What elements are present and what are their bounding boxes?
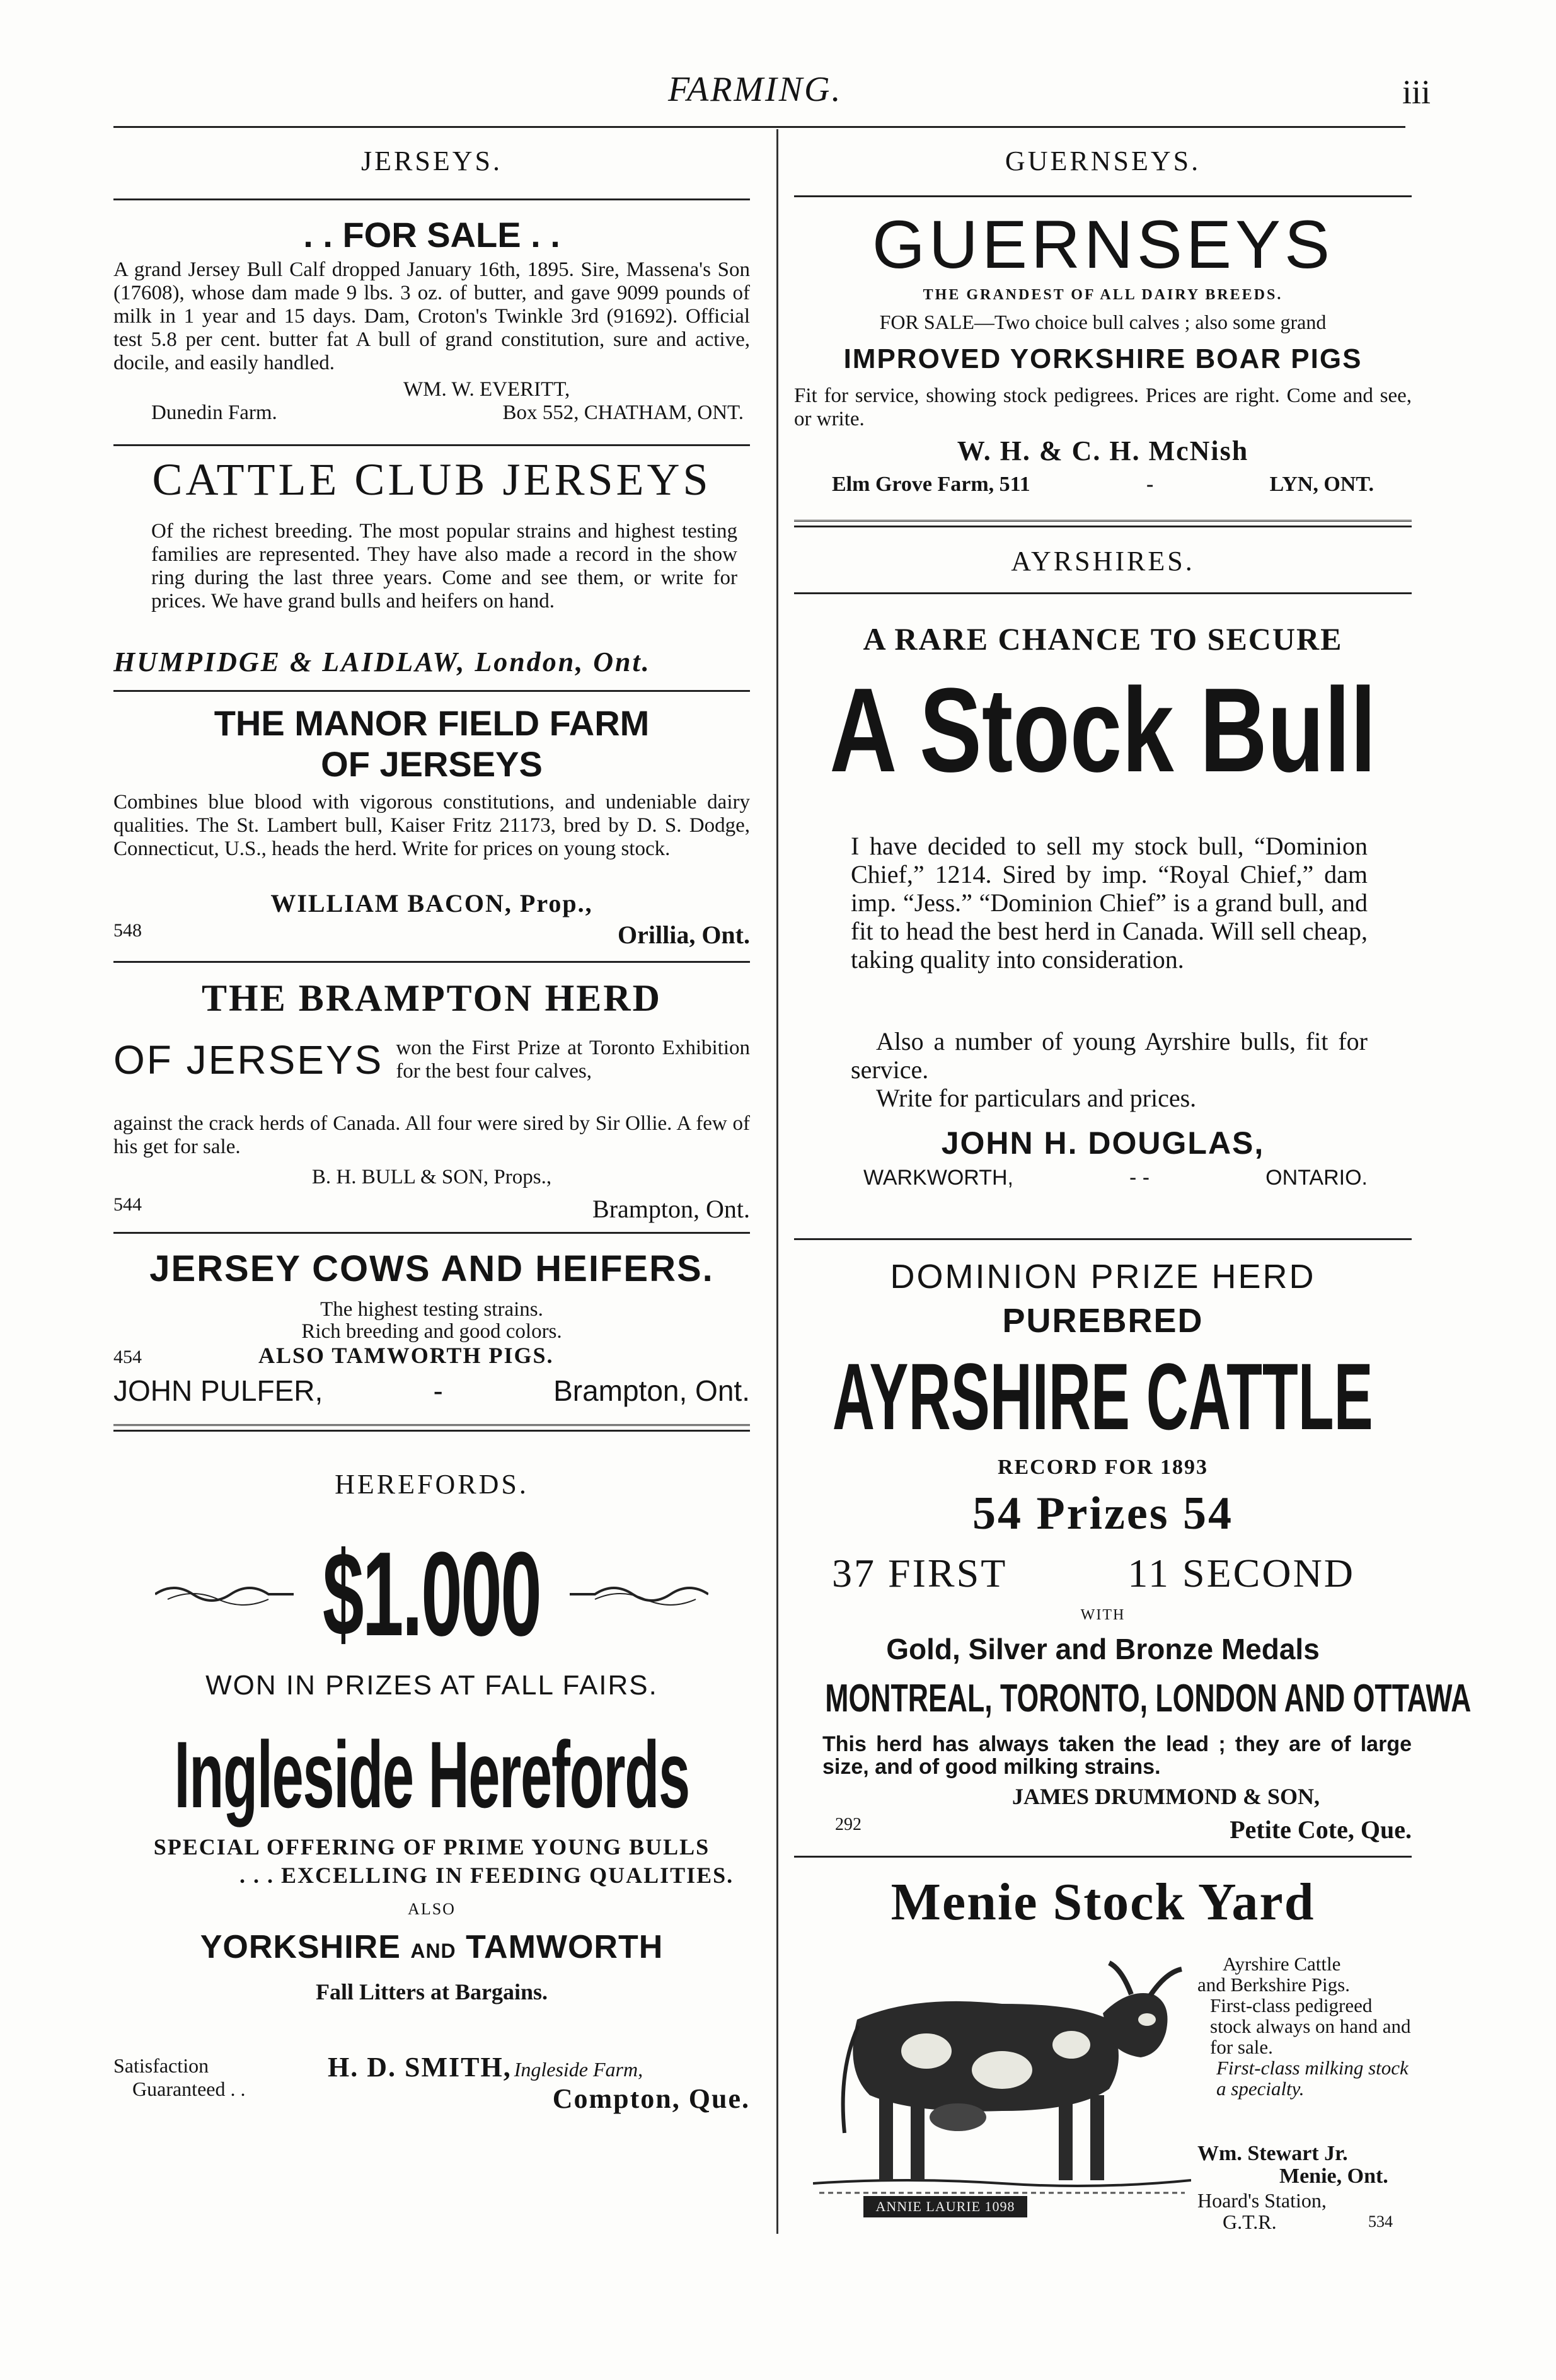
cattle-club-text: Of the richest breeding. The most popular strains and highest testing families are represented. They have also made a record in the show ring during the last three years. Come and see them, or write for prices. We have grand bulls and heifers on hand. <box>151 520 737 612</box>
drummond-medals: Gold, Silver and Bronze Medals <box>886 1633 1320 1665</box>
mcnish-name: W. H. & C. H. McNish <box>957 435 1249 466</box>
brampton-intro <box>113 1037 750 1083</box>
yorkshire-label: YORKSHIRE <box>200 1929 401 1965</box>
pulfer-also: ALSO TAMWORTH PIGS. <box>258 1343 554 1368</box>
drummond-first: 37 FIRST <box>832 1551 1008 1595</box>
pulfer-heading: JERSEY COWS AND HEIFERS. <box>149 1248 714 1289</box>
douglas-rare: A RARE CHANCE TO SECURE <box>863 621 1343 657</box>
menie-name: Wm. Stewart Jr. <box>1197 2142 1348 2165</box>
mcnish-footer <box>794 473 1412 497</box>
rule <box>794 592 1412 594</box>
for-sale-box: Box 552, CHATHAM, ONT. <box>502 401 744 424</box>
satisfaction-line-1: Satisfaction <box>113 2054 209 2077</box>
brampton-heading: THE BRAMPTON HERD <box>202 977 662 1019</box>
drummond-purebred: PUREBRED <box>1002 1302 1204 1340</box>
pulfer-line-2: Rich breeding and good colors. <box>301 1320 562 1343</box>
guernseys-improved: IMPROVED YORKSHIRE BOAR PIGS <box>843 343 1363 374</box>
cattle-club-heading: CATTLE CLUB JERSEYS <box>152 454 712 505</box>
cow-illustration-icon <box>813 1944 1191 2221</box>
douglas-province: ONTARIO. <box>1265 1166 1368 1190</box>
mcnish-dash: - <box>1146 473 1154 496</box>
manor-heading-1: THE MANOR FIELD FARM <box>214 703 650 743</box>
section-label-herefords: HEREFORDS. <box>335 1469 529 1500</box>
drummond-number: 292 <box>835 1815 862 1834</box>
drummond-place: Petite Cote, Que. <box>1230 1815 1412 1844</box>
satisfaction-line-2: Guaranteed . . <box>132 2078 246 2100</box>
ingleside-fall: Fall Litters at Bargains. <box>316 1979 548 2004</box>
pulfer-dash: - <box>433 1374 443 1407</box>
manor-footer <box>113 920 750 950</box>
menie-station <box>1197 2190 1412 2233</box>
section-label-jerseys: JERSEYS. <box>361 146 502 176</box>
pulfer-number: 454 <box>113 1347 142 1367</box>
drummond-prizes: 54 Prizes 54 <box>972 1488 1234 1539</box>
pulfer-place: Brampton, Ont. <box>553 1374 750 1407</box>
menie-place: Menie, Ont. <box>1279 2164 1388 2188</box>
pulfer-footer <box>113 1374 750 1408</box>
douglas-name: JOHN H. DOUGLAS, <box>941 1125 1265 1161</box>
ingleside-signature <box>328 2051 750 2083</box>
pulfer-also-row <box>113 1342 750 1369</box>
drummond-record: RECORD FOR 1893 <box>997 1456 1209 1479</box>
rule <box>113 961 750 963</box>
drummond-cities-wrap <box>794 1676 1472 1727</box>
rule <box>794 1856 1412 1858</box>
menie-gtr: G.T.R. <box>1223 2210 1277 2233</box>
smith-place: Compton, Que. <box>552 2083 750 2114</box>
brampton-won: won the First Prize at Toronto Exhibition for the best four calves, <box>396 1037 750 1083</box>
ayrshire-cattle-wrap <box>794 1342 1412 1449</box>
header-rule <box>113 126 1405 128</box>
douglas-dashes: - - <box>1129 1166 1150 1190</box>
for-sale-text: A grand Jersey Bull Calf dropped January 16th, 1895. Sire, Massena's Son (17608), whose dam made 9 lbs. 3 oz. of butter, and gave 9099 pounds of milk in 1 year and 15 days. Dam, Croton's Twinkle 3rd (91692). Official test 5.8 per cent. butter fat A bull of grand constitution, sure and active, docile, and easily handled. <box>113 258 750 374</box>
guernseys-for-sale: FOR SALE—Two choice bull calves ; also some grand <box>879 311 1327 333</box>
menie-line-4: First-class milking stock a specialty. <box>1216 2057 1409 2100</box>
ingleside-yorkshire-row <box>113 1928 750 1966</box>
drummond-with: WITH <box>1080 1607 1126 1623</box>
menie-line-3: First-class pedigreed stock always on hand and for sale. <box>1210 1994 1411 2058</box>
running-title: FARMING. <box>668 70 843 109</box>
menie-text <box>1197 1953 1412 2099</box>
rule <box>113 444 750 446</box>
for-sale-address <box>113 401 750 425</box>
ingleside-also: ALSO <box>408 1900 456 1918</box>
ayrshire-cattle-heading: AYRSHIRE CATTLE <box>833 1343 1373 1449</box>
drummond-name: JAMES DRUMMOND & SON, <box>1012 1784 1320 1809</box>
double-rule <box>794 520 1412 527</box>
guernseys-grandest: THE GRANDEST OF ALL DAIRY BREEDS. <box>923 287 1283 303</box>
prize-amount-row <box>113 1527 750 1661</box>
and-label: AND <box>410 1940 456 1962</box>
rule <box>794 195 1412 197</box>
prize-won: WON IN PRIZES AT FALL FAIRS. <box>205 1670 658 1701</box>
manor-heading-2: OF JERSEYS <box>321 744 543 784</box>
drummond-text: This herd has always taken the lead ; they are of large size, and of good milking strains. <box>822 1732 1412 1779</box>
prize-amount: $1.000 <box>323 1527 541 1661</box>
double-rule <box>113 1424 750 1432</box>
rule <box>794 1238 1412 1240</box>
manor-place: Orillia, Ont. <box>618 921 750 949</box>
douglas-text-2: Also a number of young Ayrshire bulls, fit for service. <box>851 1027 1368 1084</box>
drummond-footer <box>794 1815 1412 1844</box>
guernseys-heading: GUERNSEYS <box>872 206 1334 282</box>
manor-prop: WILLIAM BACON, Prop., <box>270 889 593 917</box>
drummond-first-second <box>794 1550 1412 1597</box>
section-label-ayrshires: AYRSHIRES. <box>1011 546 1195 577</box>
menie-number: 534 <box>1368 2212 1393 2231</box>
douglas-footer <box>794 1166 1412 1190</box>
ingleside-special: SPECIAL OFFERING OF PRIME YOUNG BULLS <box>153 1834 710 1860</box>
drummond-cities: MONTREAL, TORONTO, LONDON AND OTTAWA <box>825 1677 1472 1720</box>
page-number: iii <box>1402 73 1431 111</box>
tamworth-label: TAMWORTH <box>466 1929 664 1965</box>
douglas-place: WARKWORTH, <box>863 1166 1013 1190</box>
rule <box>113 690 750 692</box>
menie-heading: Menie Stock Yard <box>890 1873 1315 1931</box>
stock-bull-wrap <box>794 662 1412 797</box>
brampton-number: 544 <box>113 1194 142 1215</box>
brampton-place: Brampton, Ont. <box>592 1195 750 1223</box>
brampton-text: against the crack herds of Canada. All four were sired by Sir Ollie. A few of his get for sale. <box>113 1112 750 1158</box>
mcnish-farm: Elm Grove Farm, 511 <box>832 473 1030 496</box>
brampton-footer <box>113 1194 750 1224</box>
drummond-dominion: DOMINION PRIZE HERD <box>890 1258 1316 1296</box>
manor-number: 548 <box>113 920 142 941</box>
ingleside-heading: Ingleside Herefords <box>174 1722 689 1827</box>
pulfer-name: JOHN PULFER, <box>113 1374 323 1407</box>
for-sale-farm: Dunedin Farm. <box>151 401 277 424</box>
guernseys-text: Fit for service, showing stock pedigrees. Prices are right. Come and see, or write. <box>794 384 1412 430</box>
manor-text: Combines blue blood with vigorous constitutions, and undeniable dairy qualities. The St. Lambert bull, Kaiser Fritz 21173, bred by D. S. Dodge, Connecticut, U.S., heads the herd. Write for prices on young stock. <box>113 791 750 860</box>
smith-name: H. D. SMITH, <box>328 2052 512 2083</box>
menie-line-1: Ayrshire Cattle <box>1223 1953 1341 1975</box>
drummond-second: 11 SECOND <box>1127 1551 1355 1595</box>
for-sale-name: WM. W. EVERITT, <box>403 378 570 401</box>
ingleside-heading-wrap <box>113 1720 750 1827</box>
column-divider <box>776 129 778 2234</box>
brampton-props: B. H. BULL & SON, Props., <box>311 1166 552 1188</box>
menie-contact <box>1197 2142 1412 2188</box>
cattle-club-footer: HUMPIDGE & LAIDLAW, London, Ont. <box>113 647 651 677</box>
ingleside-excelling: . . . EXCELLING IN FEEDING QUALITIES. <box>239 1863 734 1888</box>
section-label-guernseys: GUERNSEYS. <box>1005 146 1201 176</box>
smith-farm: Ingleside Farm, <box>514 2058 643 2081</box>
menie-station-name: Hoard's Station, <box>1197 2189 1327 2212</box>
menie-footer <box>1197 2211 1412 2233</box>
brampton-of-jerseys: OF JERSEYS <box>113 1037 384 1083</box>
rule <box>113 198 750 200</box>
douglas-text-3: Write for particulars and prices. <box>876 1084 1197 1112</box>
menie-line-2: and Berkshire Pigs. <box>1197 1974 1350 1996</box>
mcnish-place: LYN, ONT. <box>1269 473 1374 496</box>
right-flourish-icon <box>570 1582 708 1607</box>
douglas-text-1: I have decided to sell my stock bull, “Dominion Chief,” 1214. Sired by imp. “Royal Chief,” dam imp. “Jess.” “Dominion Chief” is a grand bull, and fit to head the best herd in Canada. Will sell cheap, taking quality into consideration. <box>851 832 1368 974</box>
stock-bull-heading: A Stock Bull <box>829 664 1376 797</box>
rule <box>113 1232 750 1234</box>
left-flourish-icon <box>155 1582 294 1607</box>
for-sale-heading: . . FOR SALE . . <box>303 215 560 255</box>
engraver-signature: ANNIE LAURIE 1098 <box>875 2199 1015 2214</box>
pulfer-line-1: The highest testing strains. <box>320 1298 543 1321</box>
